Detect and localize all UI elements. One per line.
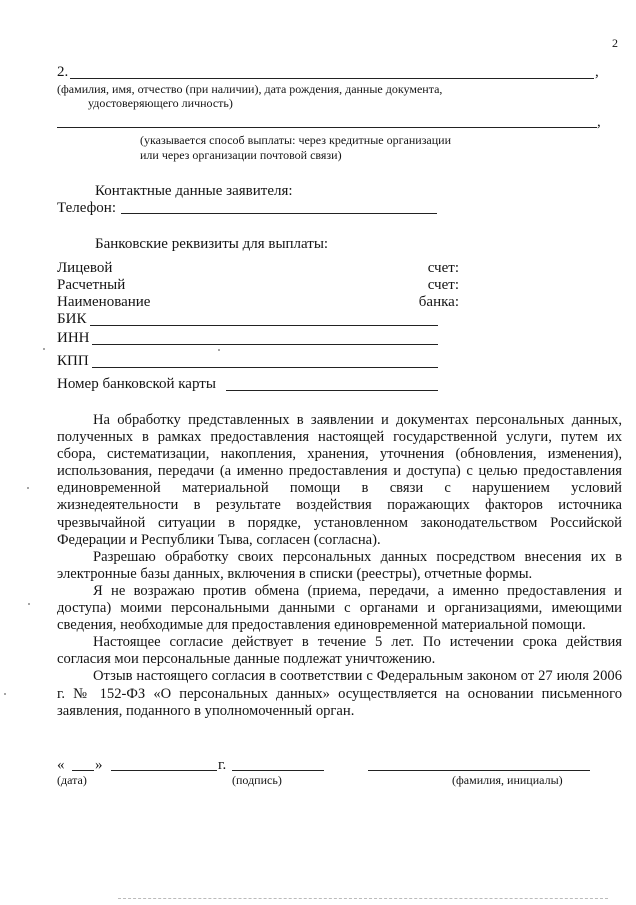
bik-field[interactable] [90,325,438,326]
consent-paragraph-5: Отзыв настоящего согласия в соответствии с Федеральным законом от 27 июля 2006 г. № 152-ФЗ «О персональных данных» осуществляется на основании письменного заявления, поданного в уполномоченный орган. [57,668,622,719]
date-day-field[interactable] [72,770,94,771]
scan-speck [4,693,6,695]
date-quote-close: » [95,757,103,773]
personal-account-label: Лицевой [57,260,113,276]
consent-paragraph-2: Разрешаю обработку своих персональных данных посредством внесения их в электронные базы данных, включения в списки (реестры), отчетные формы. [57,548,622,582]
applicant-line-comma: , [595,64,599,80]
payment-line-comma: , [597,114,601,130]
bank-name-suffix: банка: [418,294,459,310]
consent-text [57,412,622,720]
date-year-suffix: г. [218,757,227,773]
scan-speck [218,349,220,351]
card-number-label: Номер банковской карты [57,376,216,392]
name-initials-field[interactable] [368,770,590,771]
personal-account-suffix: счет: [427,260,459,276]
date-quote-open: « [57,757,65,773]
scan-edge-line [118,898,608,899]
consent-paragraph-1: На обработку представленных в заявлении и документах персональных данных, полученных в рамках предоставления настоящей государственной услуги, путем их сбора, систематизации, накопления, хранения, уточнения (обновления, изменения), использования, передачи (а именно предоставления и доступа) с целью предоставления единовременной материальной помощи в связи с нарушением условий жизнедеятельности в результате воздействия поражающих факторов источника чрезвычайной ситуации в порядке, установленном законодательством Российской Федерации и Республики Тыва, согласен (согласна). [57,412,622,548]
scan-speck [43,348,45,350]
kpp-label: КПП [57,353,89,369]
contacts-heading: Контактные данные заявителя: [95,183,293,199]
phone-field[interactable] [121,213,437,214]
card-number-field[interactable] [226,390,438,391]
signature-field[interactable] [232,770,324,771]
item-number: 2. [57,64,69,80]
settlement-account-row [57,277,459,294]
bik-label: БИК [57,311,87,327]
bank-name-row [57,294,459,311]
scan-speck [28,603,30,605]
date-month-field[interactable] [111,770,217,771]
signature-caption: (подпись) [232,773,282,787]
applicant-hint-1: (фамилия, имя, отчество (при наличии), дата рождения, данные документа, [57,82,443,96]
scan-speck [27,487,29,489]
applicant-line [70,78,594,79]
payment-hint-1: (указывается способ выплаты: через кредитные организации [140,133,452,147]
date-caption: (дата) [57,773,87,787]
consent-paragraph-4: Настоящее согласие действует в течение 5 лет. По истечении срока действия согласия мои персональные данные подлежат уничтожению. [57,634,622,668]
bank-heading: Банковские реквизиты для выплаты: [95,236,329,252]
personal-account-row [57,260,459,277]
applicant-hint-2: удостоверяющего личность) [88,96,233,110]
settlement-account-label: Расчетный [57,277,126,293]
page-number: 2 [612,36,618,50]
consent-paragraph-3: Я не возражаю против обмена (приема, передачи, а именно предоставления и доступа) моими персональными данными с органами и организациями, имеющими сведения, необходимые для предоставления единовременной материальной помощи. [57,582,622,634]
inn-field[interactable] [92,344,438,345]
payment-hint-2: или через организации почтовой связи) [140,148,342,162]
inn-label: ИНН [57,330,90,346]
kpp-field[interactable] [92,367,438,368]
bank-name-label: Наименование [57,294,151,310]
settlement-account-suffix: счет: [427,277,459,293]
phone-label: Телефон: [57,200,116,216]
name-caption: (фамилия, инициалы) [452,773,563,787]
payment-method-line [57,127,597,128]
